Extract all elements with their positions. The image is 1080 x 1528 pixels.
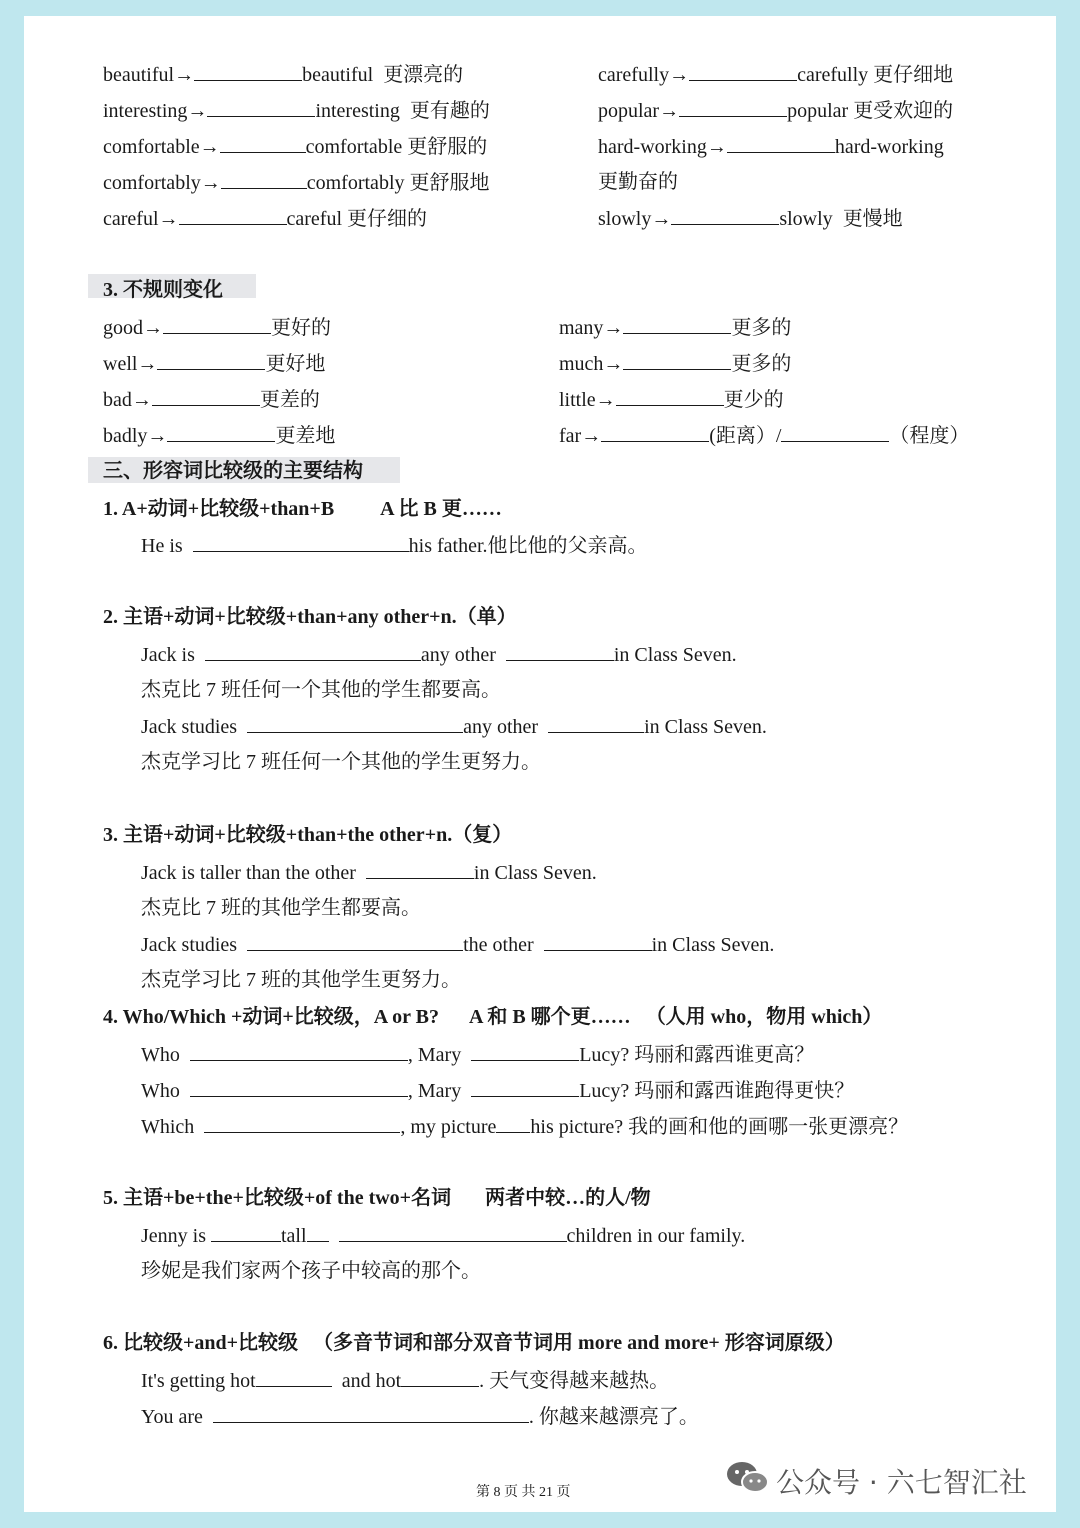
example-line: Who , Mary Lucy? 玛丽和露西谁更高？ xyxy=(141,1044,815,1066)
list-item: 更勤奋的 xyxy=(598,171,678,193)
structure-heading: 5. 主语+be+the+比较级+of the two+名词 两者中较…的人/物 xyxy=(103,1187,651,1209)
structure-heading: 4. Who/Which +动词+比较级，A or B? A 和 B 哪个更…… （人用 who，物用 which） xyxy=(103,1006,883,1028)
example-line: Who , Mary Lucy? 玛丽和露西谁跑得更快？ xyxy=(141,1080,855,1102)
example-translation: 杰克学习比 7 班任何一个其他的学生更努力。 xyxy=(141,751,541,773)
list-item: many→ 更多的 xyxy=(559,317,792,339)
list-item: beautiful→ beautiful 更漂亮的 xyxy=(103,64,464,86)
section-title: 三、形容词比较级的主要结构 xyxy=(103,460,363,482)
list-item: careful→ careful 更仔细的 xyxy=(103,208,428,230)
watermark-text: 公众号 · 六七智汇社 xyxy=(776,1466,1027,1499)
example-line: Which , my picture his picture? 我的画和他的画哪一张更漂亮？ xyxy=(141,1116,909,1138)
list-item: far→ (距离）/ （程度） xyxy=(559,425,970,447)
list-item: well→ 更好地 xyxy=(103,353,326,375)
example-translation: 杰克学习比 7 班的其他学生更努力。 xyxy=(141,969,461,991)
list-item: bad→ 更差的 xyxy=(103,389,320,411)
structure-heading: 1. A+动词+比较级+than+B A 比 B 更…… xyxy=(103,498,502,520)
example-line: Jack studies the other in Class Seven. xyxy=(141,934,775,956)
example-line: He is his father.他比他的父亲高。 xyxy=(141,535,648,557)
list-item: comfortably→ comfortably 更舒服地 xyxy=(103,172,490,194)
list-item: little→ 更少的 xyxy=(559,389,784,411)
example-line: Jack is taller than the other in Class Seven. xyxy=(141,862,597,884)
wechat-icon xyxy=(724,1458,772,1498)
example-line: You are . 你越来越漂亮了。 xyxy=(141,1406,699,1428)
worksheet-page xyxy=(24,16,1056,1512)
section-title: 3. 不规则变化 xyxy=(103,279,223,301)
example-line: Jenny is tall children in our family. xyxy=(141,1225,746,1247)
example-translation: 杰克比 7 班的其他学生都要高。 xyxy=(141,897,421,919)
example-line: Jack is any other in Class Seven. xyxy=(141,644,737,666)
example-line: It's getting hot and hot . 天气变得越来越热。 xyxy=(141,1370,670,1392)
page-number: 第 8 页 共 21 页 xyxy=(476,1485,571,1500)
list-item: comfortable→ comfortable 更舒服的 xyxy=(103,136,488,158)
list-item: interesting→ interesting 更有趣的 xyxy=(103,100,490,122)
list-item: slowly→ slowly 更慢地 xyxy=(598,208,903,230)
structure-heading: 6. 比较级+and+比较级 （多音节词和部分双音节词用 more and more+ 形容词原级） xyxy=(103,1332,845,1354)
structure-heading: 2. 主语+动词+比较级+than+any other+n.（单） xyxy=(103,606,517,628)
list-item: popular→ popular 更受欢迎的 xyxy=(598,100,954,122)
example-translation: 杰克比 7 班任何一个其他的学生都要高。 xyxy=(141,679,501,701)
structure-heading: 3. 主语+动词+比较级+than+the other+n.（复） xyxy=(103,824,513,846)
example-line: Jack studies any other in Class Seven. xyxy=(141,716,767,738)
example-translation: 珍妮是我们家两个孩子中较高的那个。 xyxy=(141,1260,481,1282)
list-item: carefully→ carefully 更仔细地 xyxy=(598,64,954,86)
list-item: much→ 更多的 xyxy=(559,353,792,375)
list-item: badly→ 更差地 xyxy=(103,425,336,447)
list-item: hard-working→ hard-working xyxy=(598,136,944,158)
list-item: good→ 更好的 xyxy=(103,317,331,339)
